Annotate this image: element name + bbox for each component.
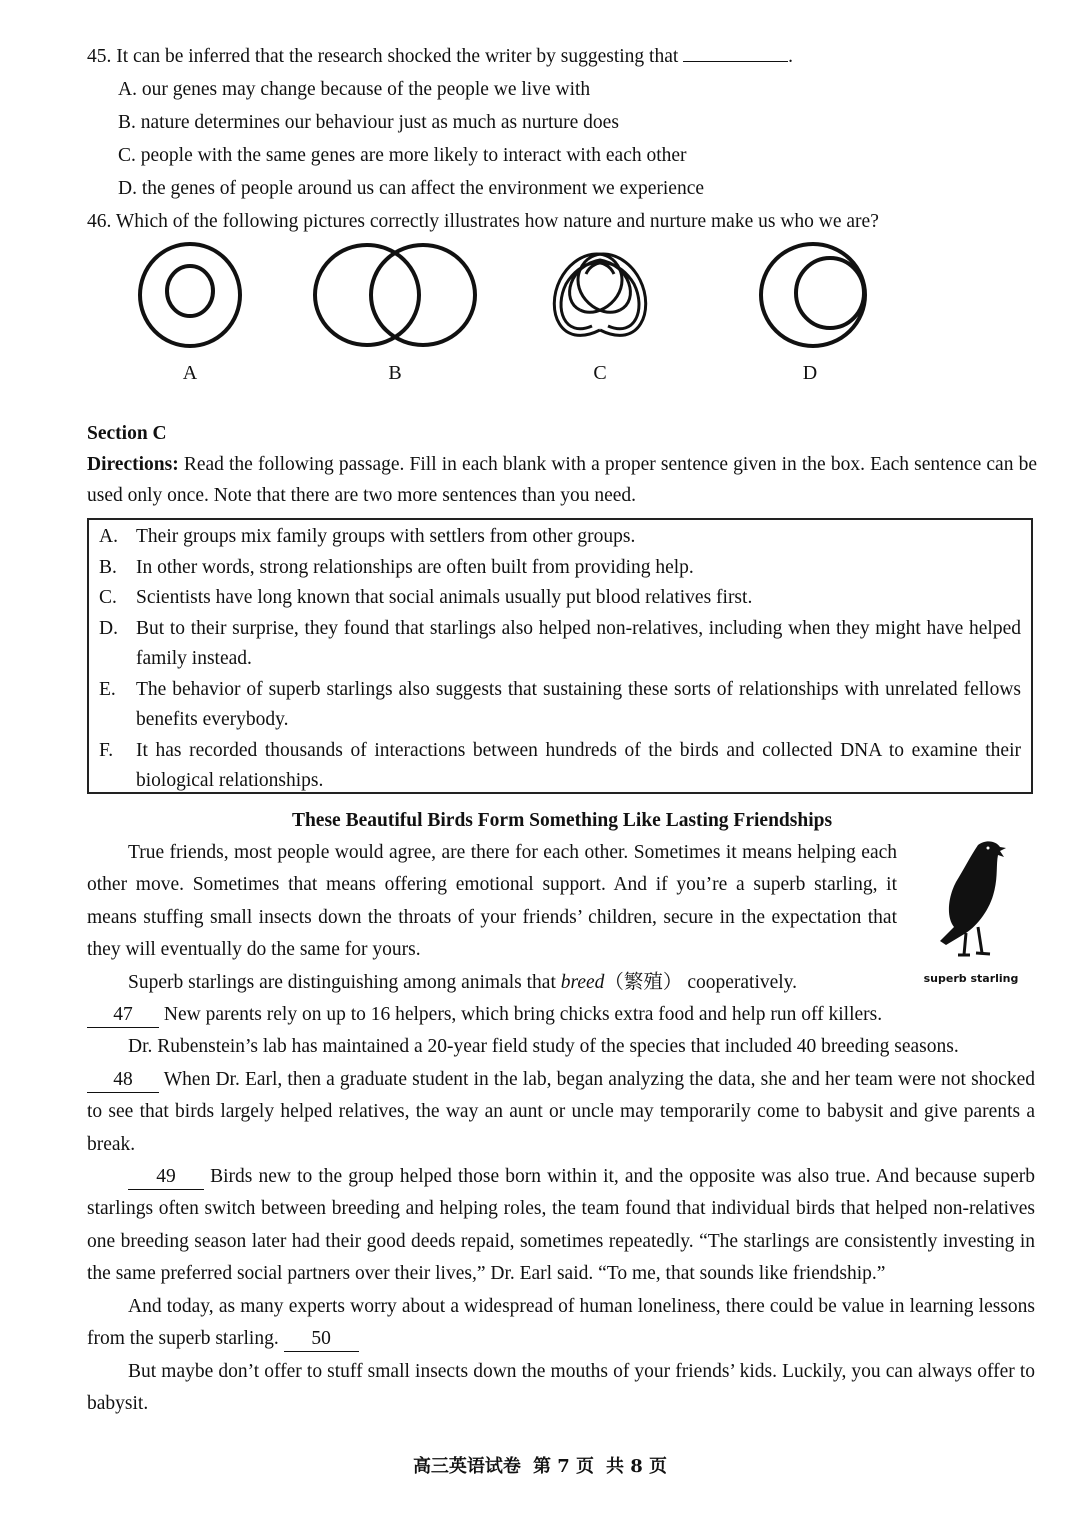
blank-50[interactable]: 50 [284,1327,359,1352]
box-option-c: C. Scientists have long known that social animals usually put blood relatives first. [99,587,753,608]
directions: Directions: Read the following passage. Fill in each blank with a proper sentence given in the box. Each sentence can be used only once. Note that there are two more sentences than you need. [87,454,1037,506]
q45-option-d: D. the genes of people around us can affect the environment we experience [118,178,705,199]
box-option-a: A. Their groups mix family groups with settlers from other groups. [99,526,636,547]
passage [87,837,1035,1420]
blank-47[interactable]: 47 [87,1003,159,1028]
concentric-circles-icon [130,240,250,350]
blank-49[interactable]: 49 [128,1165,204,1190]
box-option-b: B. In other words, strong relationships are often built from providing help. [99,556,694,578]
figure-a: A [120,240,260,385]
options-box [87,518,1033,794]
paragraph-5: And today, as many experts worry about a widespread of human loneliness, there could be value in learning lessons from the superb starling. 50 [87,1291,1035,1356]
paragraph-3-cont: 48 When Dr. Earl, then a graduate student in the lab, began analyzing the data, she and her team were not shocked to see that birds largely helped relatives, the way an aunt or uncle may temporarily come to babysit and give parents a break. [87,1068,1035,1155]
q45-option-c: C. people with the same genes are more likely to interact with each other [118,145,687,166]
figure-d: D [740,240,880,385]
q46-figures [120,240,880,390]
box-option-f: F. It has recorded thousands of interactions between hundreds of the birds and collected DNA to examine their biological relationships. [99,739,1021,791]
answer-blank [683,61,788,62]
trefoil-knot-icon [540,240,660,350]
paragraph-1: True friends, most people would agree, are there for each other. Sometimes it means helping each other move. Sometimes that means offering emotional support. And if you’re a superb starling, it means stuffing small insects down the throats of your friends’ children, secure in the expectation that they will eventually do the same for yours. [87,842,897,961]
question-45 [87,40,1037,238]
figure-b: B [325,240,465,385]
paragraph-6: But maybe don’t offer to stuff small insects down the mouths of your friends’ kids. Luckily, you can always offer to babysit. [87,1360,1035,1414]
paragraph-2: Superb starlings are distinguishing among animals that breed（繁殖） cooperatively. [128,971,798,993]
bird-caption: superb starling [923,972,1019,986]
paragraph-4: 49 Birds new to the group helped those born within it, and the opposite was also true. And because superb starlings often switch between breeding and helping roles, the team found that individual birds that helped non-relatives one breeding season later had their good deeds repaid, sometimes repeatedly. “The starlings are consistently investing in the same preferred social partners over their lives,” Dr. Earl said. “To me, that sounds like friendship.” [87,1166,1035,1285]
q46-stem: 46. Which of the following pictures correctly illustrates how nature and nurture make us who we are? [87,211,879,232]
paragraph-3: Dr. Rubenstein’s lab has maintained a 20-year field study of the species that included 40 breeding seasons. [128,1036,959,1058]
starling-icon [926,837,1016,962]
blank-48[interactable]: 48 [87,1068,159,1093]
overlapping-circles-icon [310,240,480,350]
internally-tangent-circles-icon [750,240,870,350]
paragraph-2-cont: 47 New parents rely on up to 16 helpers, which bring chicks extra food and help run off killers. [87,999,1035,1031]
section-c-header [87,418,1037,511]
box-option-e: E. The behavior of superb starlings also suggests that sustaining these sorts of relationships with unrelated fellows benefits everybody. [99,678,1021,730]
q45-option-b: B. nature determines our behaviour just as much as nurture does [118,112,619,133]
figure-c: C [530,240,670,385]
passage-title: These Beautiful Birds Form Something Like Lasting Friendships [291,810,833,831]
bird-illustration [907,837,1035,993]
box-option-d: D. But to their surprise, they found that starlings also helped non-relatives, including when they might have helped family instead. [99,617,1021,669]
section-heading: Section C [87,423,167,444]
q45-option-a: A. our genes may change because of the people we live with [118,79,591,100]
page-footer: 高三英语试卷 第 7 页 共 8 页 [412,1456,668,1477]
q45-stem: 45. It can be inferred that the research shocked the writer by suggesting that . [87,46,794,67]
